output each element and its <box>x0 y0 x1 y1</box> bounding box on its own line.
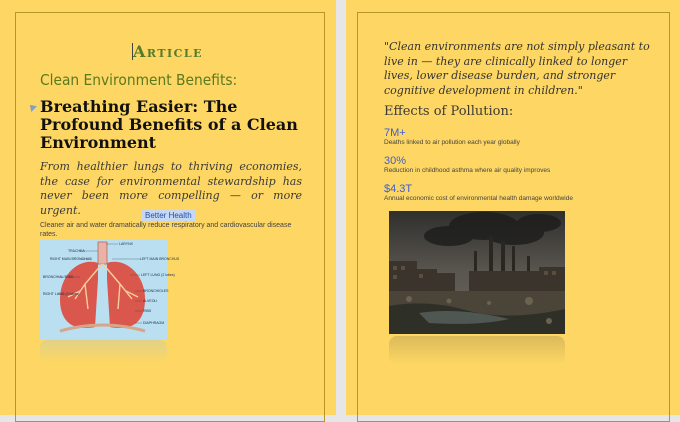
lung-label-trachea: TRACHEA <box>68 249 85 253</box>
lung-label-diaphragm: DIAPHRAGM <box>143 321 165 325</box>
factory-image-reflection <box>389 336 565 364</box>
text-cursor <box>132 43 133 60</box>
lung-label-ribs: RIBS <box>143 309 152 313</box>
stat-value-economic-cost: $4.3T <box>384 183 413 195</box>
lung-label-right-main-bronchus: RIGHT MAIN BRONCHUS <box>50 257 92 261</box>
effects-title: Effects of Pollution: <box>384 104 514 119</box>
section-label-better-health: Better Health <box>142 210 195 221</box>
article-subtitle: Clean Environment Benefits: <box>40 71 238 89</box>
article-kicker: Article <box>132 42 204 61</box>
factory-pollution-image[interactable] <box>389 211 565 334</box>
lung-label-bronchioles: BRONCHIOLES <box>143 289 169 293</box>
lung-label-right-lung: RIGHT LUNG (3 lobes) <box>43 292 80 296</box>
lung-label-larynx: LARYNX <box>119 242 133 246</box>
stat-desc-deaths: Deaths linked to air pollution each year globally <box>384 139 520 146</box>
article-headline: Breathing Easier: The Profound Benefits of a Clean Environment <box>40 97 298 152</box>
lung-label-bronchial-tree: BRONCHIAL TREE <box>43 275 74 279</box>
lung-label-left-lung: LEFT LUNG (2 lobes) <box>141 273 175 277</box>
lung-label-alveoli: ALVEOLI <box>143 299 158 303</box>
lungs-diagram-image[interactable] <box>40 239 180 339</box>
stat-desc-economic-cost: Annual economic cost of environmental health damage worldwide <box>384 195 573 202</box>
stat-desc-asthma: Reduction in childhood asthma where air quality improves <box>384 167 551 174</box>
article-deck: From healthier lungs to thriving economies, the case for environmental stewardship has never been more compelling — or more urgent. <box>40 160 302 217</box>
lungs-image-reflection <box>40 340 167 362</box>
stat-value-asthma: 30% <box>384 155 407 167</box>
pull-quote: "Clean environments are not simply pleasant to live in — they are clinically linked to longer lives, lower disease burden, and stronger cognitive development in children." <box>384 40 650 97</box>
lung-label-left-main-bronchus: LEFT MAIN BRONCHUS <box>140 257 180 261</box>
stat-value-deaths: 7M+ <box>384 127 406 139</box>
section-body-better-health: Cleaner air and water dramatically reduce respiratory and cardiovascular disease rates. <box>40 222 292 238</box>
